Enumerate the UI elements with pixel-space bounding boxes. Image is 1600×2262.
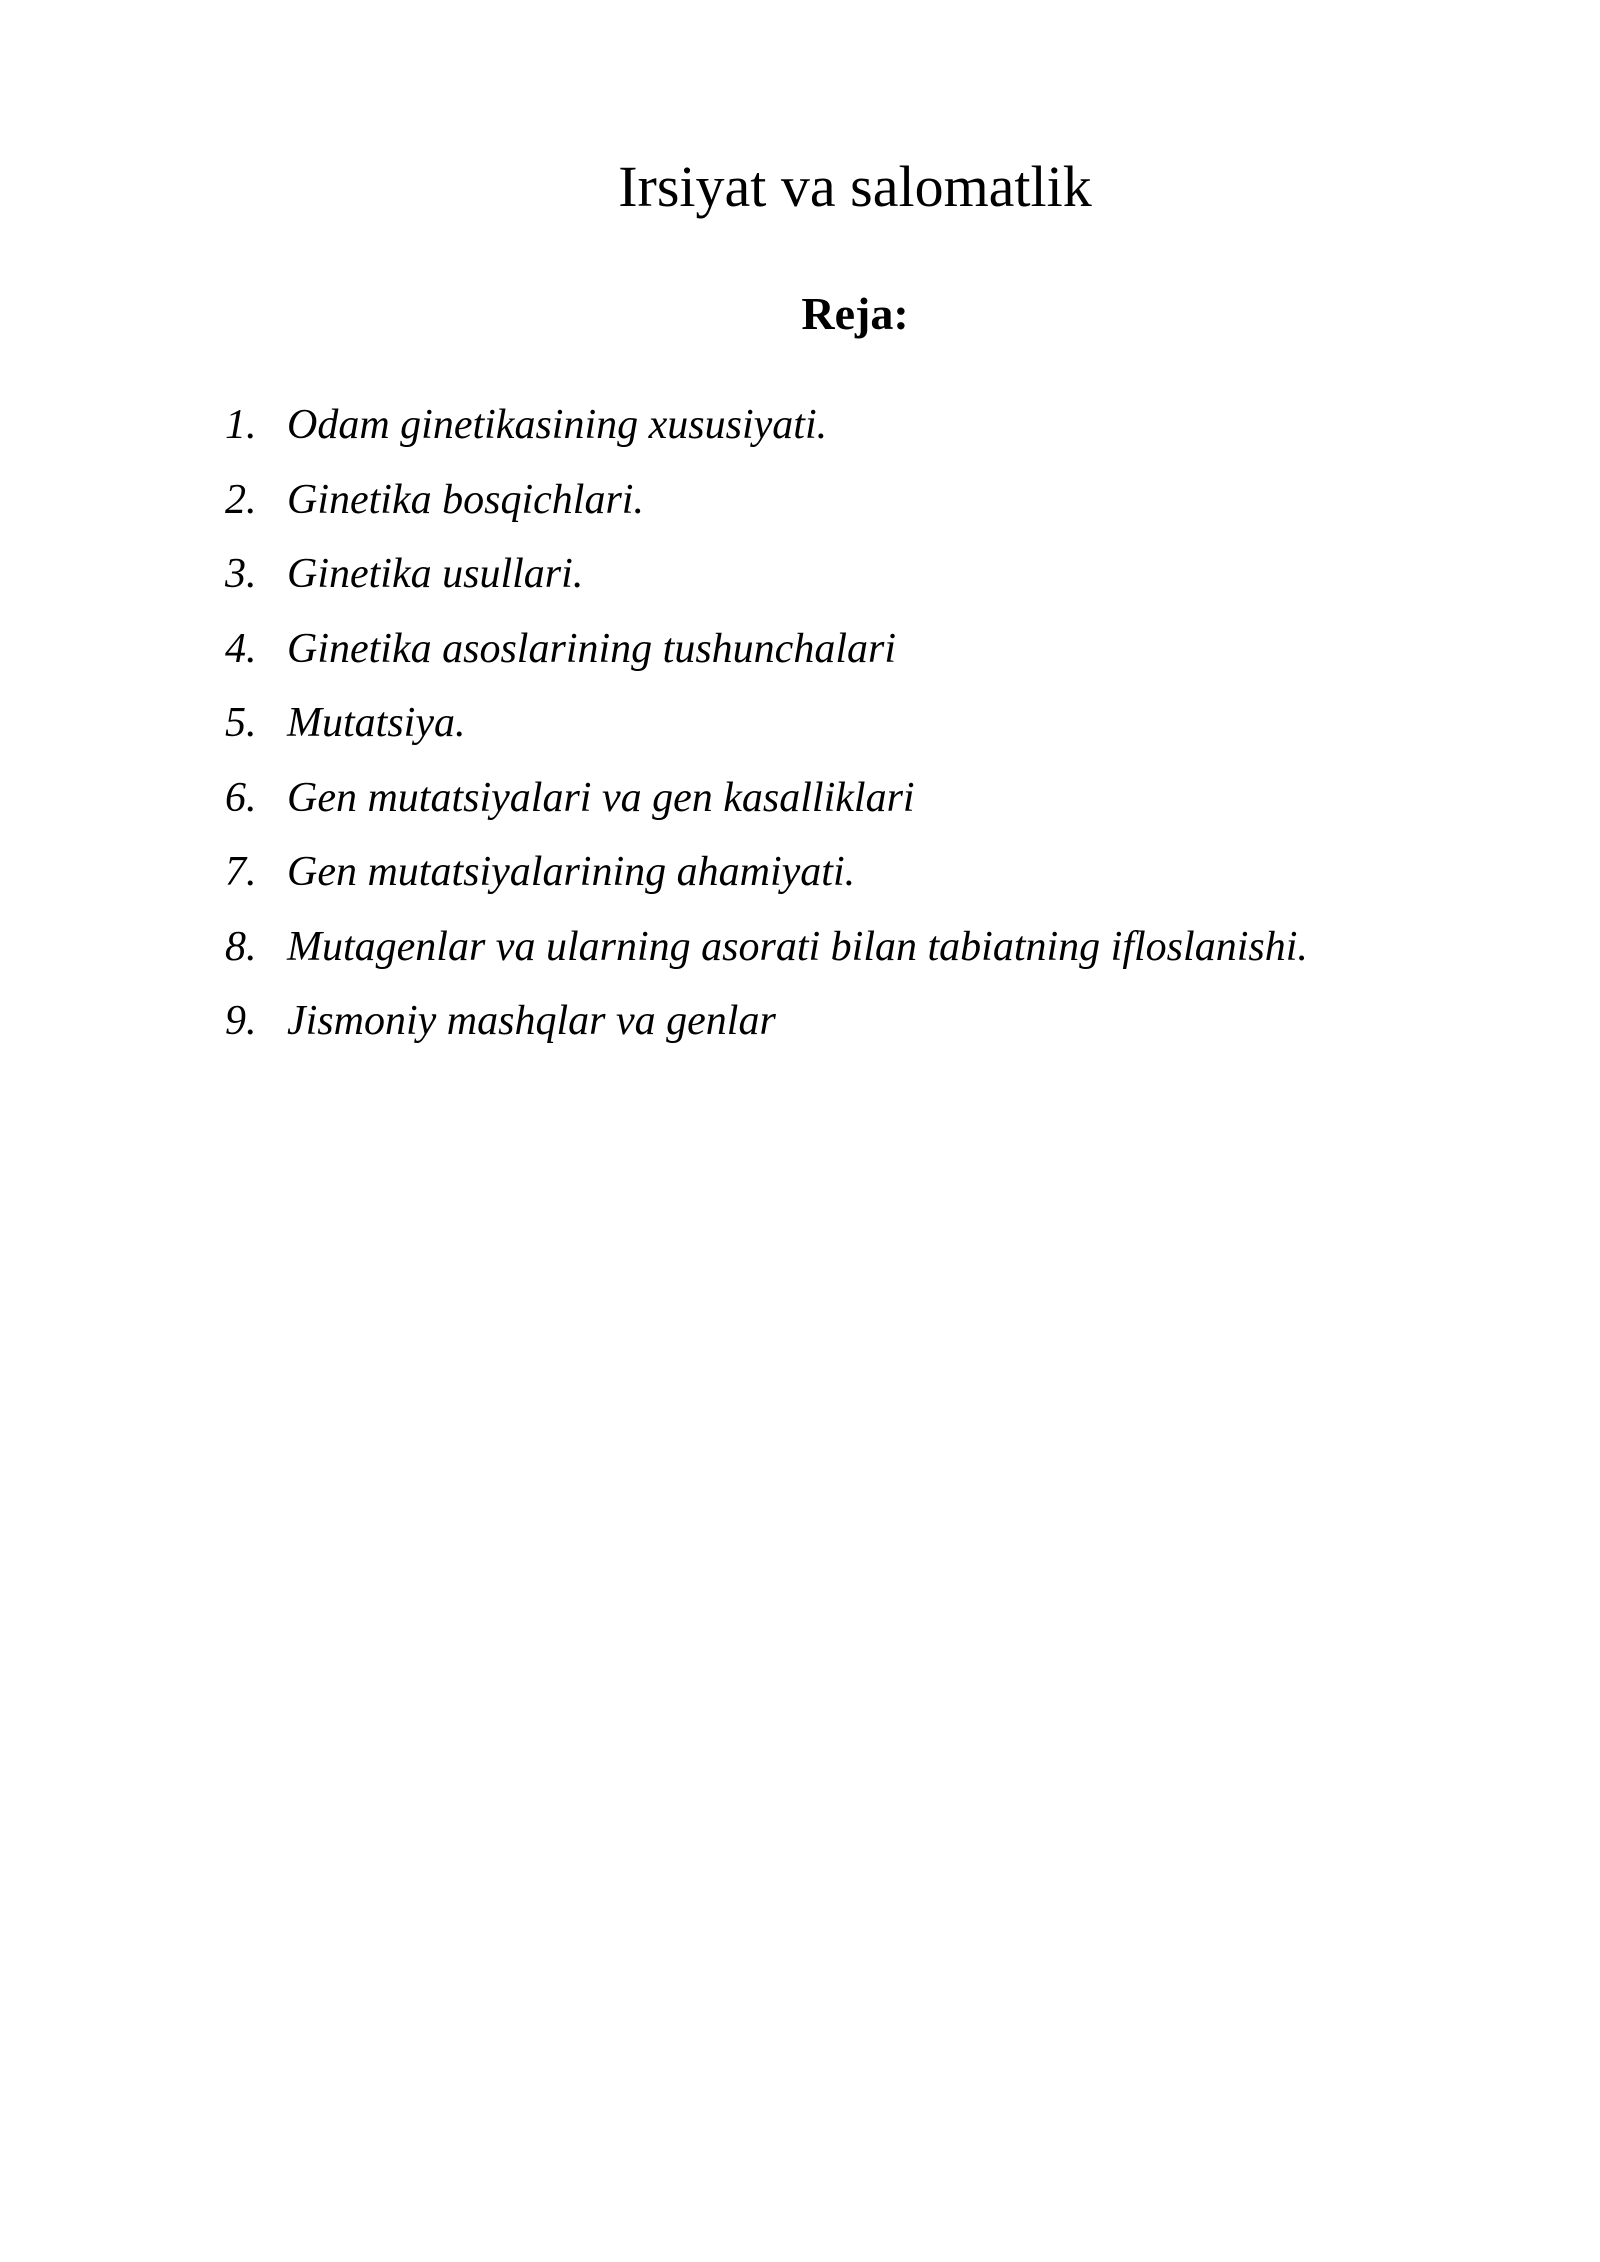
- list-item: [225, 768, 1308, 843]
- list-item-number: 3.: [225, 551, 257, 597]
- list-item-number: 9.: [225, 998, 257, 1044]
- list-item: [225, 544, 1308, 619]
- list-item-text: Jismoniy mashqlar va genlar: [287, 998, 776, 1044]
- list-item-text: Mutagenlar va ularning asorati bilan tabiatning ifloslanishi.: [287, 923, 1308, 970]
- list-item: [225, 693, 1308, 768]
- list-item: [225, 619, 1308, 694]
- list-item-text: Odam ginetikasining xususiyati.: [287, 402, 828, 448]
- list-item-text: Ginetika asoslarining tushunchalari: [287, 625, 896, 672]
- list-item-number: 1.: [225, 402, 257, 448]
- list-item-number: 5.: [225, 700, 257, 746]
- list-item: [225, 991, 1308, 1066]
- list-item-number: 8.: [225, 923, 257, 970]
- list-item-text: Ginetika bosqichlari.: [287, 476, 644, 523]
- list-item-number: 7.: [225, 849, 257, 895]
- list-item: [225, 470, 1308, 545]
- list-item-text: Mutatsiya.: [287, 700, 466, 746]
- plan-heading: Reja:: [801, 288, 909, 339]
- list-item-number: 4.: [225, 625, 257, 672]
- list-item-text: Gen mutatsiyalarining ahamiyati.: [287, 849, 856, 895]
- list-item-text: Ginetika usullari.: [287, 551, 584, 597]
- list-item-number: 6.: [225, 774, 257, 821]
- list-item-number: 2.: [225, 476, 257, 523]
- plan-list: [225, 395, 1308, 1066]
- list-item: [225, 842, 1308, 917]
- list-item: [225, 395, 1308, 470]
- list-item: [225, 917, 1308, 992]
- list-item-text: Gen mutatsiyalari va gen kasalliklari: [287, 774, 915, 821]
- page-title: Irsiyat va salomatlik: [618, 154, 1092, 219]
